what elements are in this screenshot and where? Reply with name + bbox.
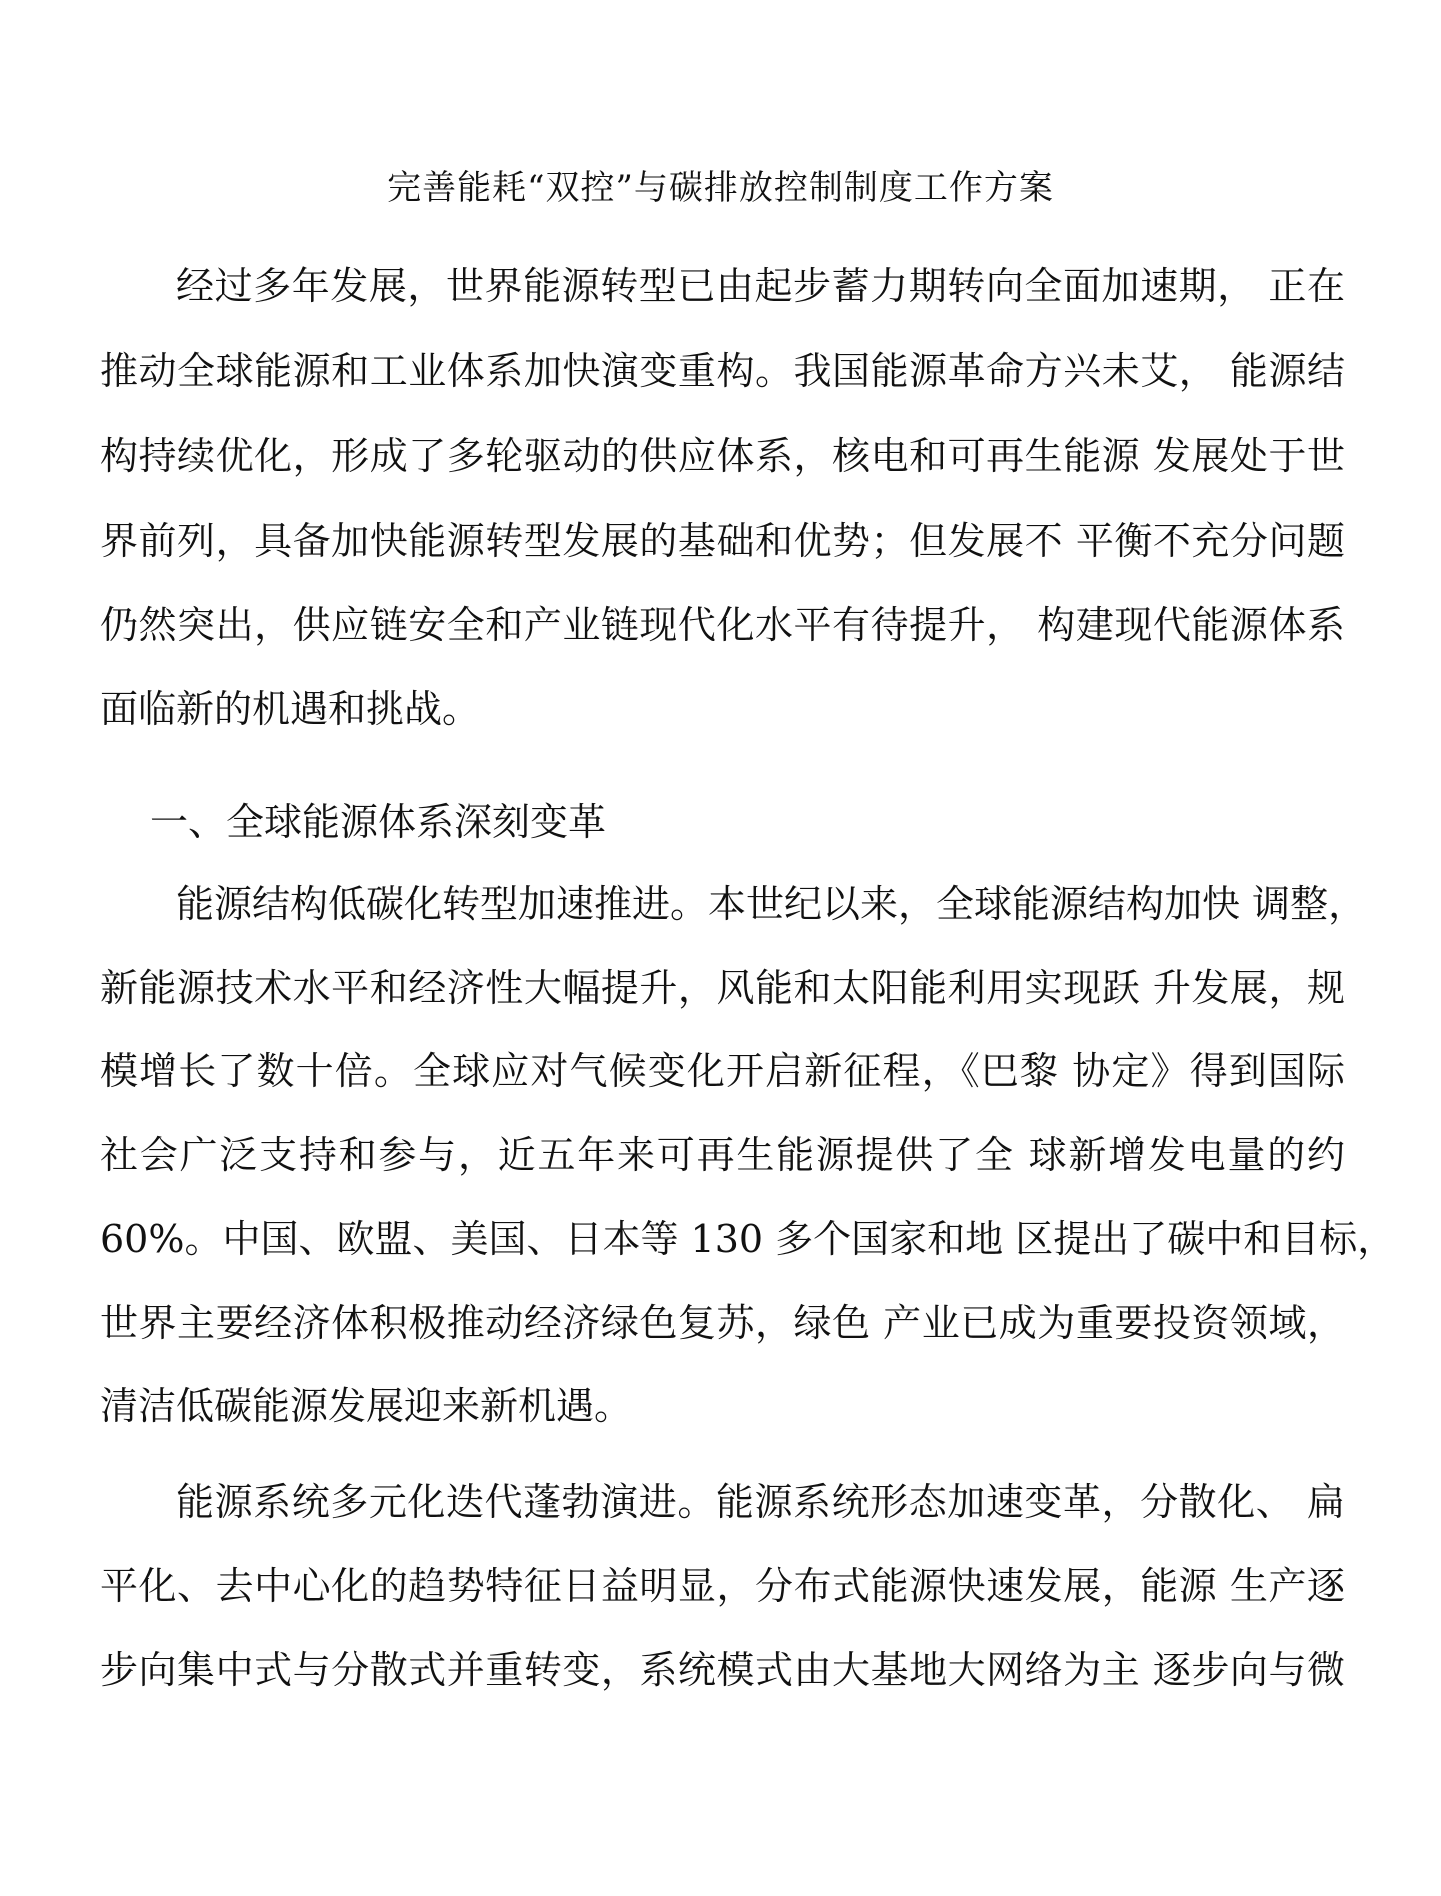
paragraph-line: 能源结构低碳化转型加速推进。本世纪以来，全球能源结构加快 调整， [176,882,1367,926]
intro-line: 推动全球能源和工业体系加快演变重构。我国能源革命方兴未艾， 能源结 [100,349,1345,393]
document-title: 完善能耗“双控”与碳排放控制制度工作方案 [387,168,1054,208]
section-heading: 一、全球能源体系深刻变革 [150,800,607,844]
intro-line: 仍然突出，供应链安全和产业链现代化水平有待提升， 构建现代能源体系 [100,603,1345,647]
paragraph-line: 步向集中式与分散式并重转变，系统模式由大基地大网络为主 逐步向与微 [100,1648,1345,1692]
paragraph-line: 社会广泛支持和参与，近五年来可再生能源提供了全 球新增发电量的约 [100,1133,1345,1177]
paragraph-line: 清洁低碳能源发展迎来新机遇。 [100,1384,633,1428]
paragraph-line: 新能源技术水平和经济性大幅提升，风能和太阳能利用实现跃 升发展，规 [100,966,1345,1010]
paragraph-line: 能源系统多元化迭代蓬勃演进。能源系统形态加速变革，分散化、 扁 [176,1480,1345,1524]
paragraph-line: 60%。中国、欧盟、美国、日本等 130 多个国家和地 区提出了碳中和目标， [100,1217,1396,1261]
paragraph-line: 模增长了数十倍。全球应对气候变化开启新征程，《巴黎 协定》得到国际 [100,1049,1345,1093]
intro-line: 构持续优化，形成了多轮驱动的供应体系，核电和可再生能源 发展处于世 [100,434,1345,478]
intro-line: 界前列，具备加快能源转型发展的基础和优势；但发展不 平衡不充分问题 [100,519,1345,563]
intro-line: 经过多年发展，世界能源转型已由起步蓄力期转向全面加速期， 正在 [176,264,1345,308]
paragraph-line: 世界主要经济体积极推动经济绿色复苏，绿色 产业已成为重要投资领域， [100,1301,1345,1345]
intro-line: 面临新的机遇和挑战。 [100,687,481,731]
paragraph-line: 平化、去中心化的趋势特征日益明显，分布式能源快速发展，能源 生产逐 [100,1564,1345,1608]
